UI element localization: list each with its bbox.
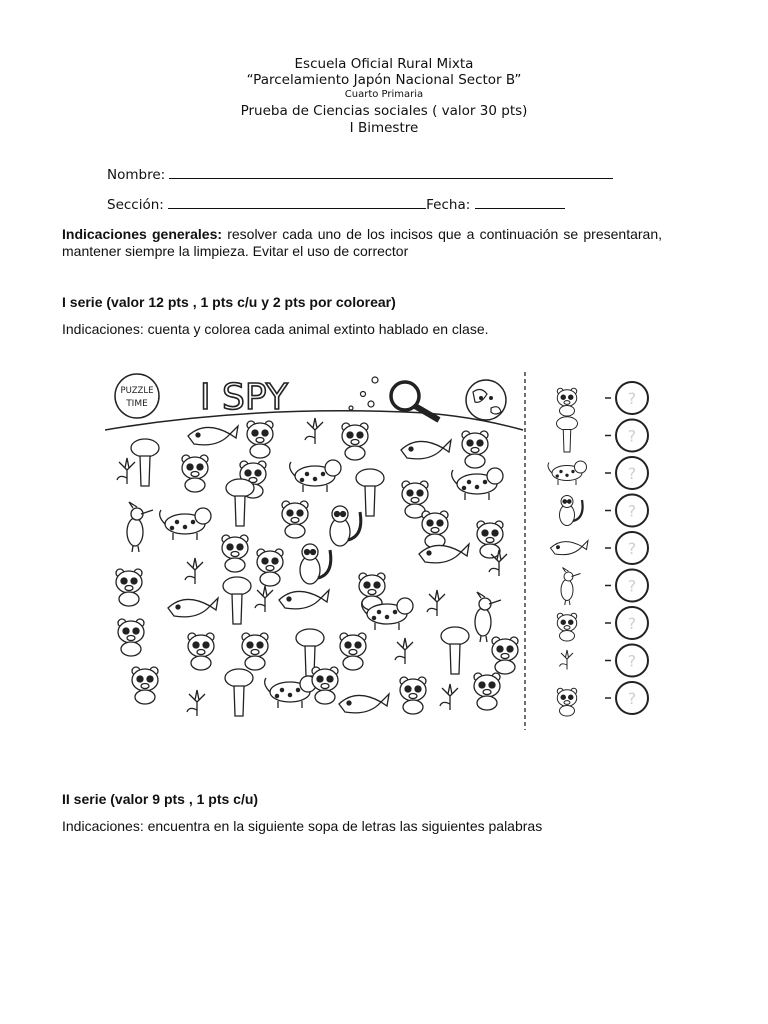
general-instructions	[62, 226, 662, 260]
bird-icon	[561, 568, 581, 606]
question-mark-icon: ?	[627, 689, 637, 708]
i-spy-puzzle	[105, 364, 665, 736]
question-mark-icon: ?	[627, 389, 637, 408]
name-field	[107, 165, 613, 183]
serie1-title: I serie (valor 12 pts , 1 pts c/u y 2 pts por colorear)	[62, 294, 396, 310]
panda-icon	[557, 613, 577, 641]
question-mark-icon: ?	[627, 651, 637, 671]
name-label: Nombre:	[107, 167, 166, 183]
i-spy-illustration	[105, 364, 665, 736]
globe-icon	[466, 380, 506, 420]
question-mark-icon: ?	[627, 464, 637, 483]
date-input-line[interactable]	[475, 195, 565, 209]
i-spy-title: I SPY	[200, 377, 288, 418]
school-location: “Parcelamiento Japón Nacional Sector B”	[246, 72, 522, 88]
section-input-line[interactable]	[168, 195, 426, 209]
cub-icon	[557, 688, 577, 716]
general-instructions-label: Indicaciones generales:	[62, 226, 223, 242]
question-mark-icon: ?	[627, 426, 637, 446]
question-mark-icon: ?	[627, 576, 637, 596]
puzzle-time-badge	[115, 374, 159, 418]
school-name: Escuela Oficial Rural Mixta	[294, 56, 474, 72]
term-label: I Bimestre	[349, 120, 419, 136]
answer-key-column	[548, 382, 648, 716]
leopard-icon	[548, 461, 587, 485]
question-mark-icon: ?	[627, 501, 637, 521]
question-mark-icon: ?	[627, 614, 637, 633]
badge-line1: PUZZLE	[120, 386, 154, 396]
bubbles-icon	[349, 377, 378, 410]
section-label: Sección:	[107, 197, 164, 213]
tiger-icon	[557, 388, 577, 416]
question-mark-icon: ?	[627, 539, 637, 558]
whale-icon	[551, 541, 589, 555]
general-instructions-text: resolver cada uno de los incisos que a continuación se presentaran, mantener siempre la limpieza. Evitar el uso de corrector	[62, 226, 662, 259]
name-input-line[interactable]	[169, 165, 613, 179]
puzzle-scene	[116, 418, 518, 716]
tree-icon	[557, 417, 578, 452]
grade-level: Cuarto Primaria	[344, 89, 424, 100]
flower-icon	[560, 650, 574, 670]
section-date-field	[107, 195, 565, 213]
test-title: Prueba de Ciencias sociales ( valor 30 pts)	[240, 103, 528, 119]
date-label: Fecha:	[426, 197, 471, 213]
serie1-instructions: Indicaciones: cuenta y colorea cada animal extinto hablado en clase.	[62, 321, 489, 337]
serie2-title: II serie (valor 9 pts , 1 pts c/u)	[62, 791, 259, 807]
lemur-icon	[560, 496, 583, 526]
badge-line2: TIME	[126, 399, 148, 409]
serie2-instructions: Indicaciones: encuentra en la siguiente sopa de letras las siguientes palabras	[62, 818, 543, 834]
